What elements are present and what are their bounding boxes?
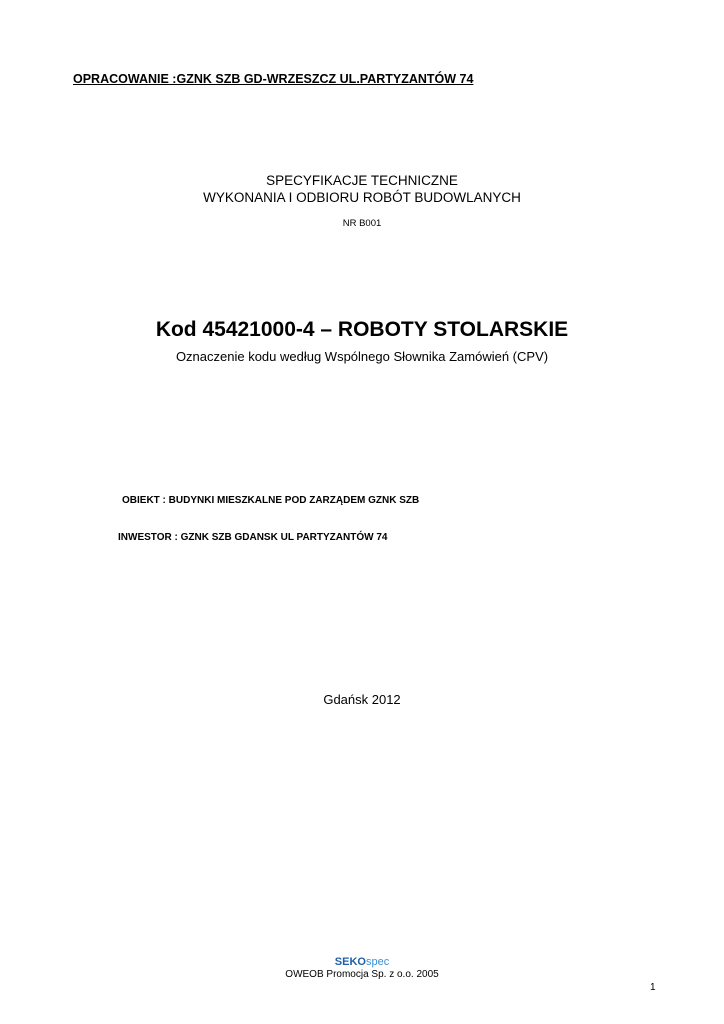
- code-title: Kod 45421000-4 – ROBOTY STOLARSKIE: [155, 318, 569, 341]
- investor-line: INWESTOR : GZNK SZB GDANSK UL PARTYZANTÓW 74: [118, 532, 388, 543]
- object-line: OBIEKT : BUDYNKI MIESZKALNE POD ZARZĄDEM GZNK SZB: [122, 495, 420, 506]
- spec-number: NR B001: [342, 218, 382, 229]
- place-date: Gdańsk 2012: [323, 692, 401, 707]
- code-subtitle: Oznaczenie kodu według Wspólnego Słownika Zamówień (CPV): [175, 349, 549, 364]
- publisher-line: OWEOB Promocja Sp. z o.o. 2005: [285, 969, 439, 980]
- brand-bold: SEKO: [334, 956, 366, 968]
- page-number: 1: [650, 982, 656, 993]
- brand-logo: [0, 956, 724, 968]
- spec-title-line1: SPECYFIKACJE TECHNICZNE: [266, 173, 458, 188]
- document-header: OPRACOWANIE :GZNK SZB GD-WRZESZCZ UL.PARTYZANTÓW 74: [73, 72, 474, 86]
- brand-light: spec: [365, 956, 390, 968]
- spec-title-line2: WYKONANIA I ODBIORU ROBÓT BUDOWLANYCH: [203, 190, 521, 205]
